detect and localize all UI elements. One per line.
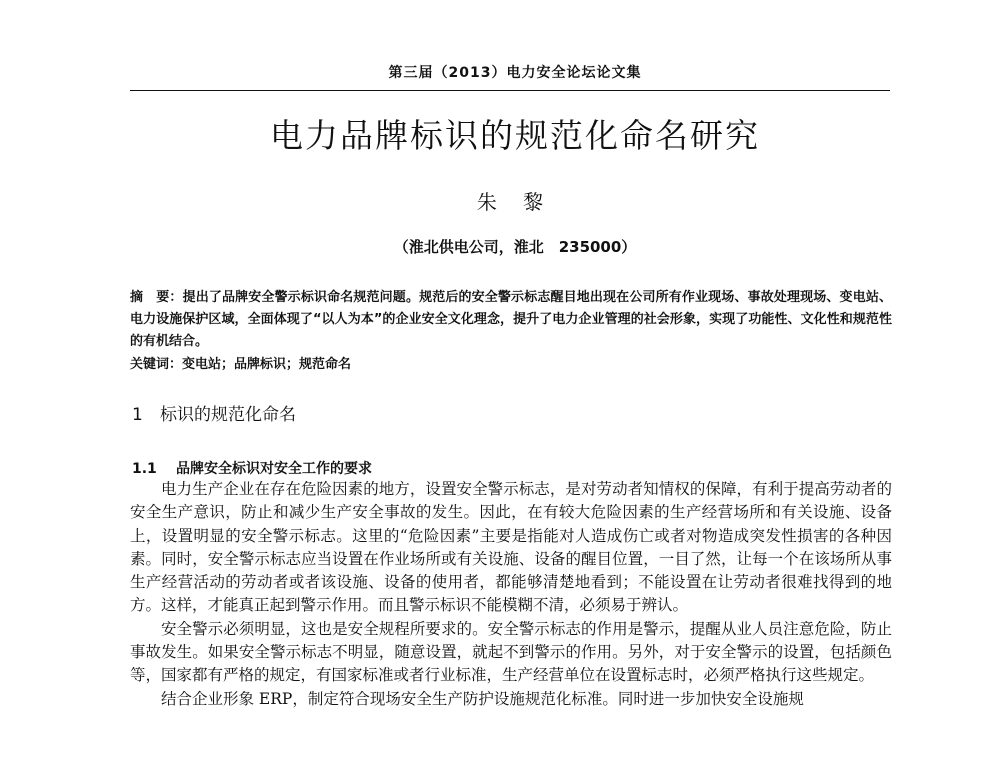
keywords-text: 变电站；品牌标识；规范命名 [182,357,352,372]
abstract [130,287,892,353]
subsection-heading-1-1 [132,458,372,478]
body-paragraph: 结合企业形象 ERP，制定符合现场安全生产防护设施规范化标准。同时进一步加快安全设施规 [161,689,804,708]
header-rule [130,90,890,91]
subsection-number: 1.1 [132,461,157,477]
section-title: 标识的规范化命名 [160,405,296,425]
section-number: 1 [132,405,143,425]
keywords-label: 关键词： [130,357,183,372]
subsection-title: 品牌安全标识对安全工作的要求 [176,461,372,477]
paper-author: 朱 黎 [476,190,554,214]
body-text [130,478,892,711]
running-header: 第三届（2013）电力安全论坛论文集 [388,65,642,81]
abstract-text: 提出了品牌安全警示标识命名规范问题。规范后的安全警示标志醒目地出现在公司所有作业现场、事故处理现场、变电站、电力设施保护区域，全面体现了“以人为本”的企业安全文化理念，提升了电力企业管理的社会形象，实现了功能性、文化性和规范性的有机结合。 [130,290,892,349]
keywords [130,354,892,376]
body-paragraph: 安全警示必须明显，这也是安全规程所要求的。安全警示标志的作用是警示，提醒从业人员注意危险，防止事故发生。如果安全警示标志不明显，随意设置，就起不到警示的作用。另外，对于安全警示的设置，包括颜色等，国家都有严格的规定，有国家标准或者行业标准，生产经营单位在设置标志时，必须严格执行这些规定。 [130,619,892,685]
abstract-label: 摘 要： [130,290,183,305]
paper-title: 电力品牌标识的规范化命名研究 [270,116,760,155]
author-affiliation: （淮北供电公司，淮北 235000） [393,238,637,256]
body-paragraph: 电力生产企业在存在危险因素的地方，设置安全警示标志，是对劳动者知情权的保障，有利于提高劳动者的安全生产意识，防止和减少生产安全事故的发生。因此，在有较大危险因素的生产经营场所和有关设施、设备上，设置明显的安全警示标志。这里的“危险因素”主要是指能对人造成伤亡或者对物造成突发性损害的各种因素。同时，安全警示标志应当设置在作业场所或有关设施、设备的醒目位置，一目了然，让每一个在该场所从事生产经营活动的劳动者或者该设施、设备的使用者，都能够清楚地看到；不能设置在让劳动者很难找得到的地方。这样，才能真正起到警示作用。而且警示标识不能模糊不清，必须易于辨认。 [130,480,892,615]
section-heading-1 [132,400,296,425]
